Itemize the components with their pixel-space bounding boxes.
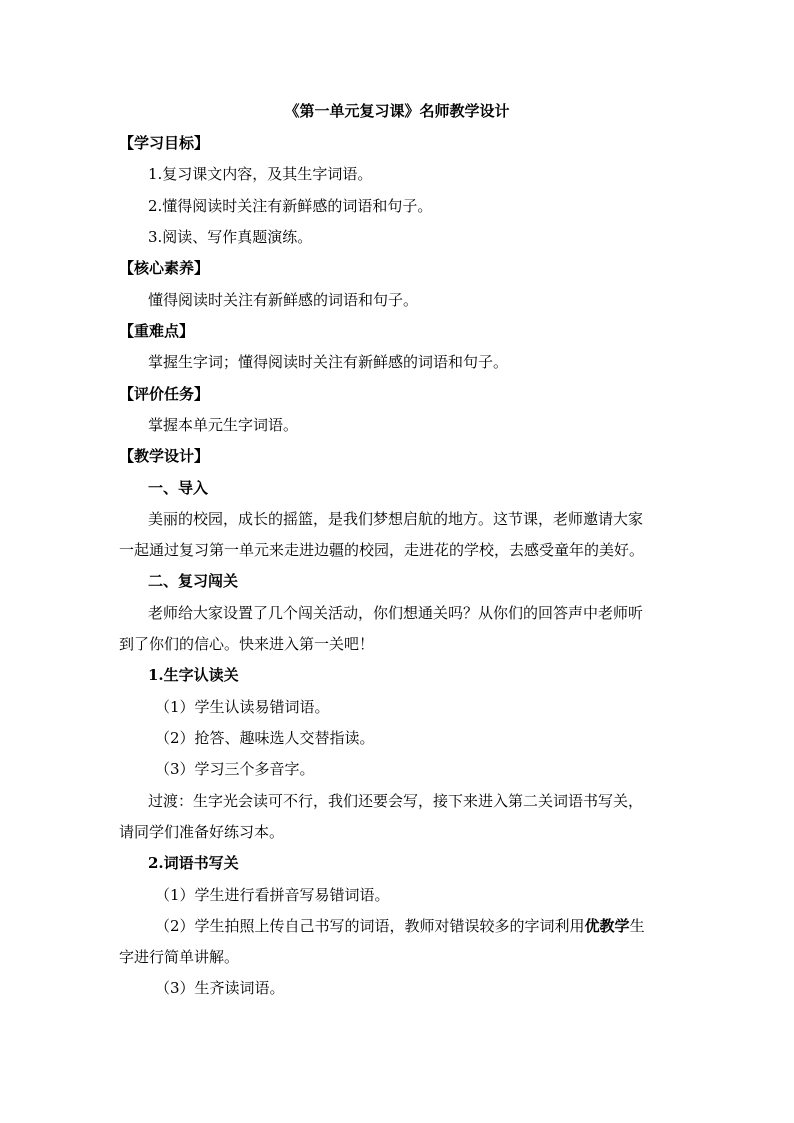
review-heading: 二、复习闯关	[148, 572, 239, 590]
design-heading: 【教学设计】	[119, 447, 210, 465]
review-paragraph-line-2: 到了你们的信心。快来进入第一关吧！	[119, 635, 375, 653]
level2-item-1: （1）学生进行看拼音写易错词语。	[155, 886, 390, 904]
objective-item-2: 2.懂得阅读时关注有新鲜感的词语和句子。	[148, 197, 433, 215]
transition-line-2: 请同学们准备好练习本。	[119, 823, 285, 841]
review-paragraph-line-1: 老师给大家设置了几个闯关活动，你们想通关吗？从你们的回答声中老师听	[148, 604, 644, 622]
intro-paragraph-line-2: 一起通过复习第一单元来走进边疆的校园，走进花的学校，去感受童年的美好。	[119, 541, 645, 559]
literacy-text: 懂得阅读时关注有新鲜感的词语和句子。	[148, 291, 419, 309]
level1-heading: 1.生字认读关	[148, 666, 239, 684]
evaluation-heading: 【评价任务】	[119, 385, 210, 403]
level1-item-1: （1）学生认读易错词语。	[155, 698, 330, 716]
objective-item-3: 3.阅读、写作真题演练。	[148, 228, 313, 246]
intro-paragraph-line-1: 美丽的校园，成长的摇篮，是我们梦想启航的地方。这节课，老师邀请大家	[148, 510, 644, 528]
transition-line-1: 过渡：生字光会读可不行，我们还要会写，接下来进入第二关词语书写关，	[148, 792, 644, 810]
level2-item-2-text-b: 生	[629, 917, 645, 935]
evaluation-text: 掌握本单元生字词语。	[148, 416, 299, 434]
key-points-heading: 【重难点】	[119, 322, 195, 340]
level2-item-2	[155, 915, 715, 937]
objectives-heading: 【学习目标】	[119, 134, 210, 152]
objective-item-1: 1.复习课文内容，及其生字词语。	[148, 165, 373, 183]
level2-item-2-bold: 优教学	[584, 917, 630, 935]
level2-item-2-line-2: 字进行简单讲解。	[119, 948, 240, 966]
literacy-heading: 【核心素养】	[119, 259, 210, 277]
level2-heading: 2.词语书写关	[148, 854, 239, 872]
key-points-text: 掌握生字词；懂得阅读时关注有新鲜感的词语和句子。	[148, 353, 509, 371]
level2-item-3: （3）生齐读词语。	[155, 979, 285, 997]
level2-item-2-text-a: （2）学生拍照上传自己书写的词语，教师对错误较多的字词利用	[155, 917, 585, 935]
document-title: 《第一单元复习课》名师教学设计	[284, 102, 510, 120]
level1-item-2: （2）抢答、趣味选人交替指读。	[155, 729, 375, 747]
intro-heading: 一、导入	[148, 479, 209, 497]
level1-item-3: （3）学习三个多音字。	[155, 760, 315, 778]
